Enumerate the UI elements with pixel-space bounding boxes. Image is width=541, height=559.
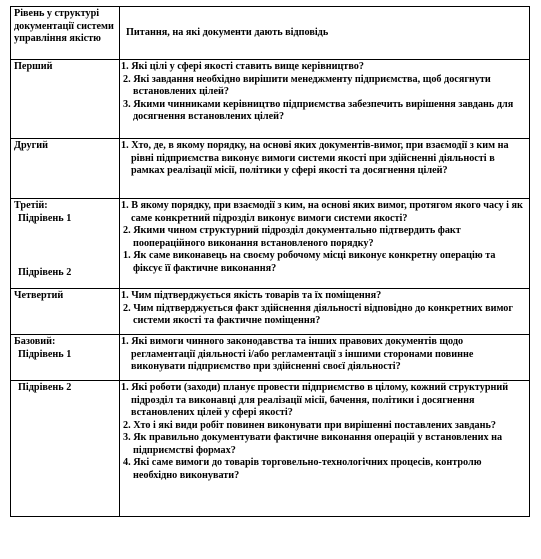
table-row xyxy=(11,60,530,139)
question-item: 1. Які роботи (заходи) планує провести підприємство в цілому, кожний структурний підрозділ та виконавці для реалізації місії, бачення, політики і досягнення встановлених цілей у сфері якості? xyxy=(121,382,509,418)
documentation-levels-table xyxy=(10,6,530,517)
table-row xyxy=(11,381,530,517)
question-item: 4. Які саме вимоги до товарів торговельно-технологічних процесів, контролю необхідно виконувати? xyxy=(123,457,482,481)
level-label: Базовий: xyxy=(14,336,56,347)
question-item: 1. Які цілі у сфері якості ставить вище керівництво? xyxy=(121,61,364,72)
level-cell: Другий xyxy=(11,139,120,199)
table-row xyxy=(11,139,530,199)
questions-cell xyxy=(120,199,530,289)
level-cell xyxy=(11,335,120,381)
sublevel-label: Підрівень 2 xyxy=(18,267,72,278)
level-cell xyxy=(11,199,120,289)
question-item: 2. Чим підтверджується факт здійснення діяльності відповідно до конкретних вимог системи якості та фактичне поміщення? xyxy=(123,302,513,326)
level-label: Третій: xyxy=(14,200,48,211)
level-cell: Перший xyxy=(11,60,120,139)
sublevel-label: Підрівень 1 xyxy=(18,348,72,360)
question-item: 1. Які вимоги чинного законодавства та інших правових документів щодо регламентації діяльності і/або регламентації з іншими сторонами повинне виконувати підприємство при здійсненні своєї діяльності? xyxy=(121,336,474,372)
table-row xyxy=(11,289,530,335)
sublevel-label: Підрівень 1 xyxy=(18,212,72,224)
level-cell: Четвертий xyxy=(11,289,120,335)
question-item: 1. Чим підтверджується якість товарів та їх поміщення? xyxy=(121,290,382,301)
sublevel-label: Підрівень 2 xyxy=(18,382,72,393)
question-item: 3. Як правильно документувати фактичне виконання операцій у встановлених на підприємстві формах? xyxy=(123,432,503,456)
question-item: 1. В якому порядку, при взаємодії з ким, на основі яких вимог, протягом якого часу і як саме конкретний підрозділ виконує вимоги системи якості? xyxy=(121,200,523,224)
question-item: 1. Хто, де, в якому порядку, на основі яких документів-вимог, при взаємодії з ким на рівні підприємства виконує вимоги системи якості при здійсненні діяльності в рамках реалізації місії, політики у сфері якості та досягнення цілей? xyxy=(121,140,509,176)
table-row xyxy=(11,335,530,381)
question-item: 2. Хто і які види робіт повинен виконувати при вирішенні поставлених завдань? xyxy=(123,419,496,431)
question-item: 2. Які завдання необхідно вирішити менеджменту підприємства, щоб досягнути встановлених цілей? xyxy=(123,73,491,97)
question-item: 1. Як саме виконавець на своєму робочому місці виконує конкретну операцію та фіксує її фактичне виконання? xyxy=(123,250,496,274)
questions-cell xyxy=(120,289,530,335)
questions-cell xyxy=(120,139,530,199)
table-row xyxy=(11,199,530,289)
question-item: 2. Якими чином структурний підрозділ документально підтвердить факт поопераційного виконання встановленого порядку? xyxy=(123,225,461,249)
level-cell xyxy=(11,381,120,517)
table-header-row xyxy=(11,7,530,60)
questions-cell xyxy=(120,60,530,139)
header-questions-cell: Питання, на які документи дають відповідь xyxy=(120,7,530,60)
header-level-cell: Рівень у структурі документації системи управління якістю xyxy=(11,7,120,60)
questions-cell xyxy=(120,335,530,381)
question-item: 3. Якими чинниками керівництво підприємства забезпечить вирішення завдань для досягнення встановлених цілей? xyxy=(123,98,514,122)
questions-cell xyxy=(120,381,530,517)
